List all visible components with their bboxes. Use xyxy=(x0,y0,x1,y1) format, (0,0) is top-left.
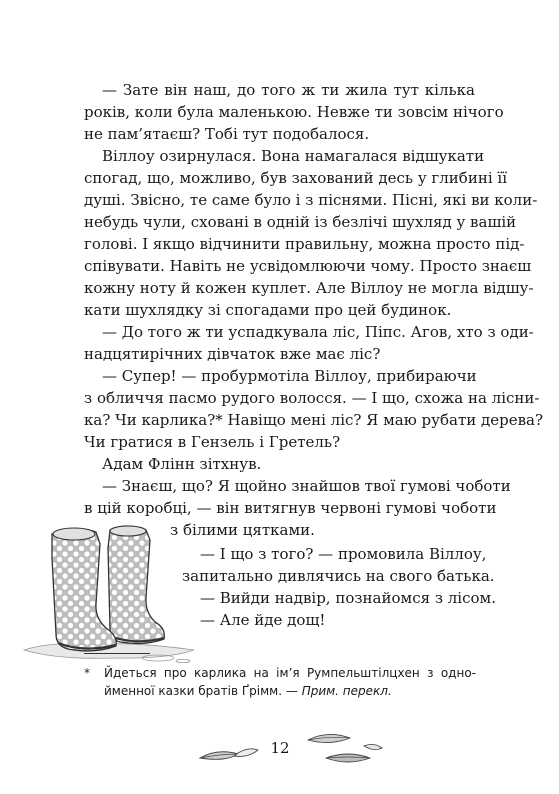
leaf-ornament-left xyxy=(198,736,260,770)
text-line: небудь чули, сховані в одній із безлічі шухляд у вашій xyxy=(84,213,517,231)
footnote-line: Йдеться про карлика на ім’я Румпельштілцхен з одно- xyxy=(104,666,476,680)
footnote-rule xyxy=(84,653,150,654)
text-line: — До того ж ти успадкувала ліс, Піпс. Агов, хто з оди- xyxy=(102,323,534,341)
rubber-boots-illustration xyxy=(18,518,198,668)
text-line: кати шухлядку зі спогадами про цей будинок. xyxy=(84,301,452,319)
text-line: Адам Флінн зітхнув. xyxy=(102,455,262,473)
leaf-ornament-right xyxy=(304,728,384,770)
text-line: запитально дивлячись на свого батька. xyxy=(182,567,495,585)
text-line: не пам’ятаєш? Тобі тут подобалося. xyxy=(84,125,370,143)
text-line: — Зате він наш, до того ж ти жила тут кілька xyxy=(102,81,475,99)
text-line: ка? Чи карлика?* Навіщо мені ліс? Я маю рубати дерева? xyxy=(84,411,544,429)
footnote-marker: * xyxy=(84,666,90,680)
text-line: — Але йде дощ! xyxy=(200,611,326,629)
text-line: — І що з того? — промовила Віллоу, xyxy=(200,545,487,563)
text-line: співувати. Навіть не усвідомлюючи чому. Просто знаєш xyxy=(84,257,532,275)
text-line: Віллоу озирнулася. Вона намагалася відшукати xyxy=(102,147,485,165)
text-line: — Знаєш, що? Я щойно знайшов твої гумові чоботи xyxy=(102,477,511,495)
footnote-text: йменної казки братів Ґрімм. — xyxy=(104,684,298,698)
text-line: в цій коробці, — він витягнув червоні гумові чоботи xyxy=(84,499,497,517)
text-line: — Вийди надвір, познайомся з лісом. xyxy=(200,589,496,607)
text-line: душі. Звісно, те саме було і з піснями. Пісні, які ви коли- xyxy=(84,191,538,209)
footnote-line xyxy=(104,682,392,700)
text-line: з білими цятками. xyxy=(170,521,315,539)
text-line: спогад, що, можливо, був захований десь у глибині її xyxy=(84,169,507,187)
page-number: 12 xyxy=(270,739,290,757)
text-line: — Супер! — пробурмотіла Віллоу, прибираючи xyxy=(102,367,477,385)
text-line: голові. І якщо відчинити правильну, можна просто під- xyxy=(84,235,525,253)
translator-note: Прим. перекл. xyxy=(301,684,392,698)
text-line: Чи гратися в Гензель і Гретель? xyxy=(84,433,341,451)
text-line: кожну ноту й кожен куплет. Але Віллоу не могла відшу- xyxy=(84,279,534,297)
text-line: років, коли була маленькою. Невже ти зовсім нічого xyxy=(84,103,504,121)
text-line: з обличчя пасмо рудого волосся. — І що, схожа на лісни- xyxy=(84,389,540,407)
text-line: надцятирічних дівчаток вже має ліс? xyxy=(84,345,381,363)
